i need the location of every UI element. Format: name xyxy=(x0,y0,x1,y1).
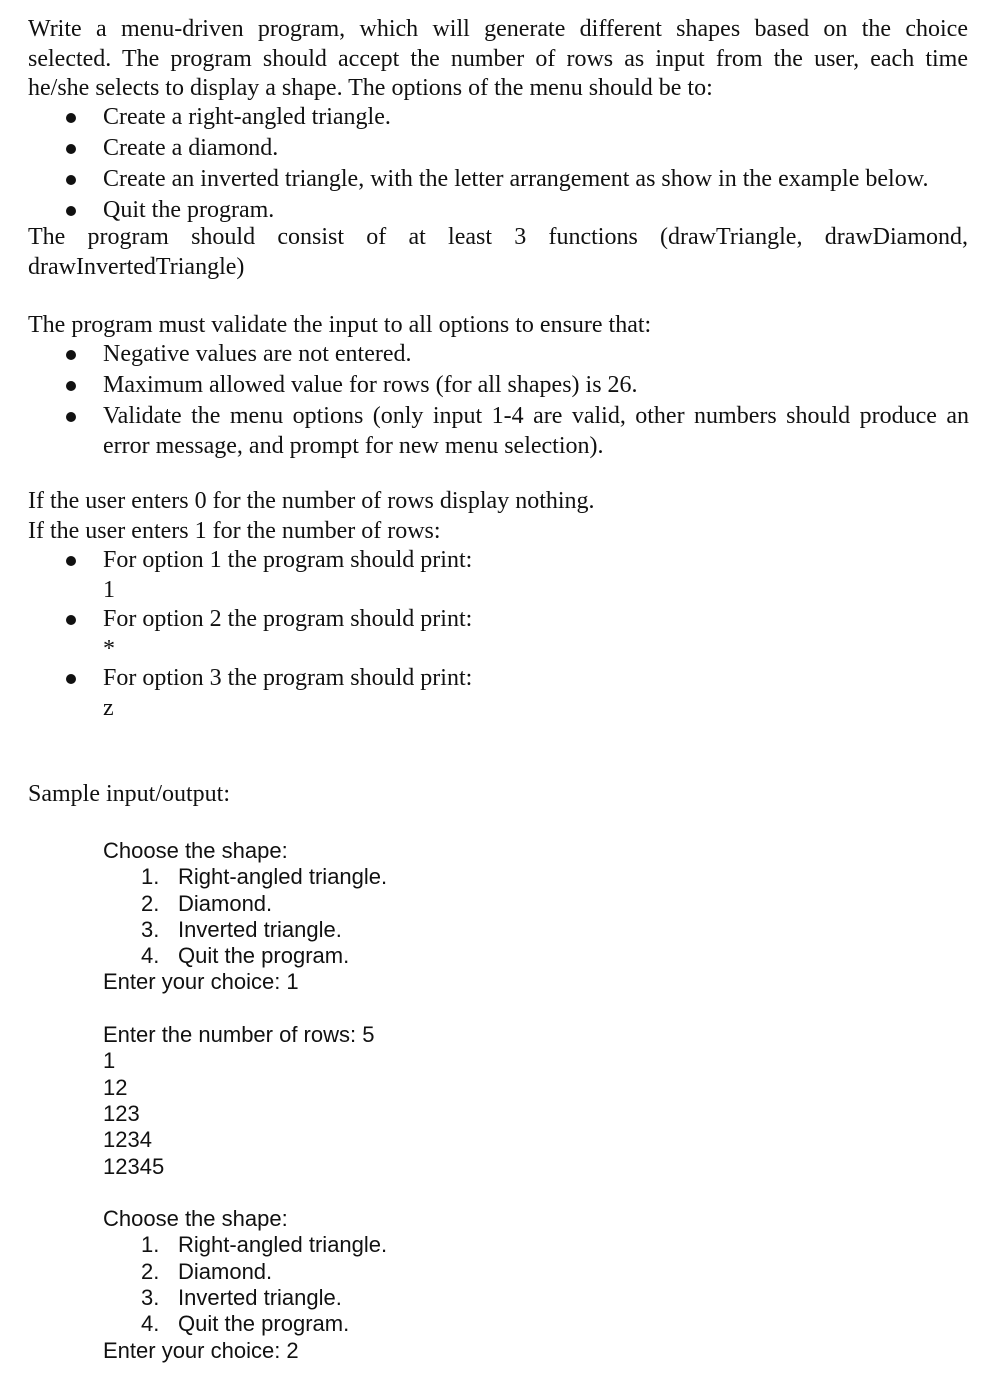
sample-menu-item: 2. Diamond. xyxy=(141,890,273,916)
case-output: * xyxy=(103,635,115,662)
sample-heading: Sample input/output: xyxy=(28,781,230,807)
rows-note-paragraph xyxy=(28,487,968,546)
sample-menu-item: 1. Right-angled triangle. xyxy=(141,1232,388,1258)
triangle-output-line: 12345 xyxy=(103,1153,165,1179)
functions-line: The program should consist of at least 3 functions (drawTriangle, drawDiamond, xyxy=(28,224,968,250)
bullet-icon xyxy=(66,144,76,154)
sample-menu-item: 3. Inverted triangle. xyxy=(141,916,342,942)
one-row-cases-list xyxy=(0,546,969,723)
choose-prompt: Choose the shape: xyxy=(103,838,288,863)
sample-menu xyxy=(103,1232,803,1337)
list-item: Create an inverted triangle, with the letter arrangement as show in the example below. xyxy=(0,165,969,195)
bullet-icon xyxy=(66,412,76,422)
case-output: z xyxy=(103,694,114,721)
choose-prompt: Choose the shape: xyxy=(103,1206,288,1232)
bullet-icon xyxy=(66,175,76,185)
list-item: Create a right-angled triangle. xyxy=(0,103,969,133)
one-row-note: If the user enters 1 for the number of rows: xyxy=(28,517,441,544)
triangle-output-line: 12 xyxy=(103,1074,128,1100)
validation-rules-list xyxy=(0,340,969,461)
sample-menu xyxy=(103,864,803,969)
functions-line: drawInvertedTriangle) xyxy=(28,253,245,280)
list-item: Create a diamond. xyxy=(0,134,969,164)
list-item: For option 3 the program should print: z xyxy=(0,664,969,723)
choice-line: Enter your choice: 1 xyxy=(103,969,299,995)
choice-line: Enter your choice: 2 xyxy=(103,1337,299,1363)
bullet-icon xyxy=(66,113,76,123)
list-item: Validate the menu options (only input 1-4 are valid, other numbers should produce an error message, and prompt for new menu selection). xyxy=(0,402,969,461)
list-item: Maximum allowed value for rows (for all shapes) is 26. xyxy=(0,371,969,401)
bullet-icon xyxy=(66,556,76,566)
case-output: 1 xyxy=(103,576,115,603)
intro-line: he/she selects to display a shape. The options of the menu should be to: xyxy=(28,75,713,101)
sample-menu-item: 1. Right-angled triangle. xyxy=(141,864,388,890)
bullet-icon xyxy=(66,674,76,684)
validation-intro: The program must validate the input to all options to ensure that: xyxy=(28,312,652,338)
intro-paragraph xyxy=(28,15,968,104)
zero-rows-note: If the user enters 0 for the number of rows display nothing. xyxy=(28,488,595,514)
bullet-icon xyxy=(66,381,76,391)
bullet-icon xyxy=(66,615,76,625)
bullet-icon xyxy=(66,206,76,216)
triangle-output-line: 1234 xyxy=(103,1127,152,1153)
sample-menu-item: 4. Quit the program. xyxy=(141,943,350,969)
triangle-output-line: 1 xyxy=(103,1048,116,1074)
sample-menu-item: 2. Diamond. xyxy=(141,1258,273,1284)
list-item: For option 2 the program should print: * xyxy=(0,605,969,664)
bullet-icon xyxy=(66,350,76,360)
intro-line: selected. The program should accept the number of rows as input from the user, each time xyxy=(28,45,968,72)
list-item: For option 1 the program should print: 1 xyxy=(0,546,969,605)
rows-prompt: Enter the number of rows: 5 xyxy=(103,1022,375,1048)
menu-options-list xyxy=(0,103,969,226)
functions-paragraph xyxy=(28,223,968,282)
list-item: Negative values are not entered. xyxy=(0,340,969,370)
triangle-output-line: 123 xyxy=(103,1100,140,1126)
sample-menu-item: 3. Inverted triangle. xyxy=(141,1285,342,1311)
sample-menu-item: 4. Quit the program. xyxy=(141,1311,350,1337)
intro-line: Write a menu-driven program, which will generate different shapes based on the choice xyxy=(28,16,968,42)
sample-io-block xyxy=(103,838,803,1364)
list-item: Quit the program. xyxy=(0,196,969,226)
